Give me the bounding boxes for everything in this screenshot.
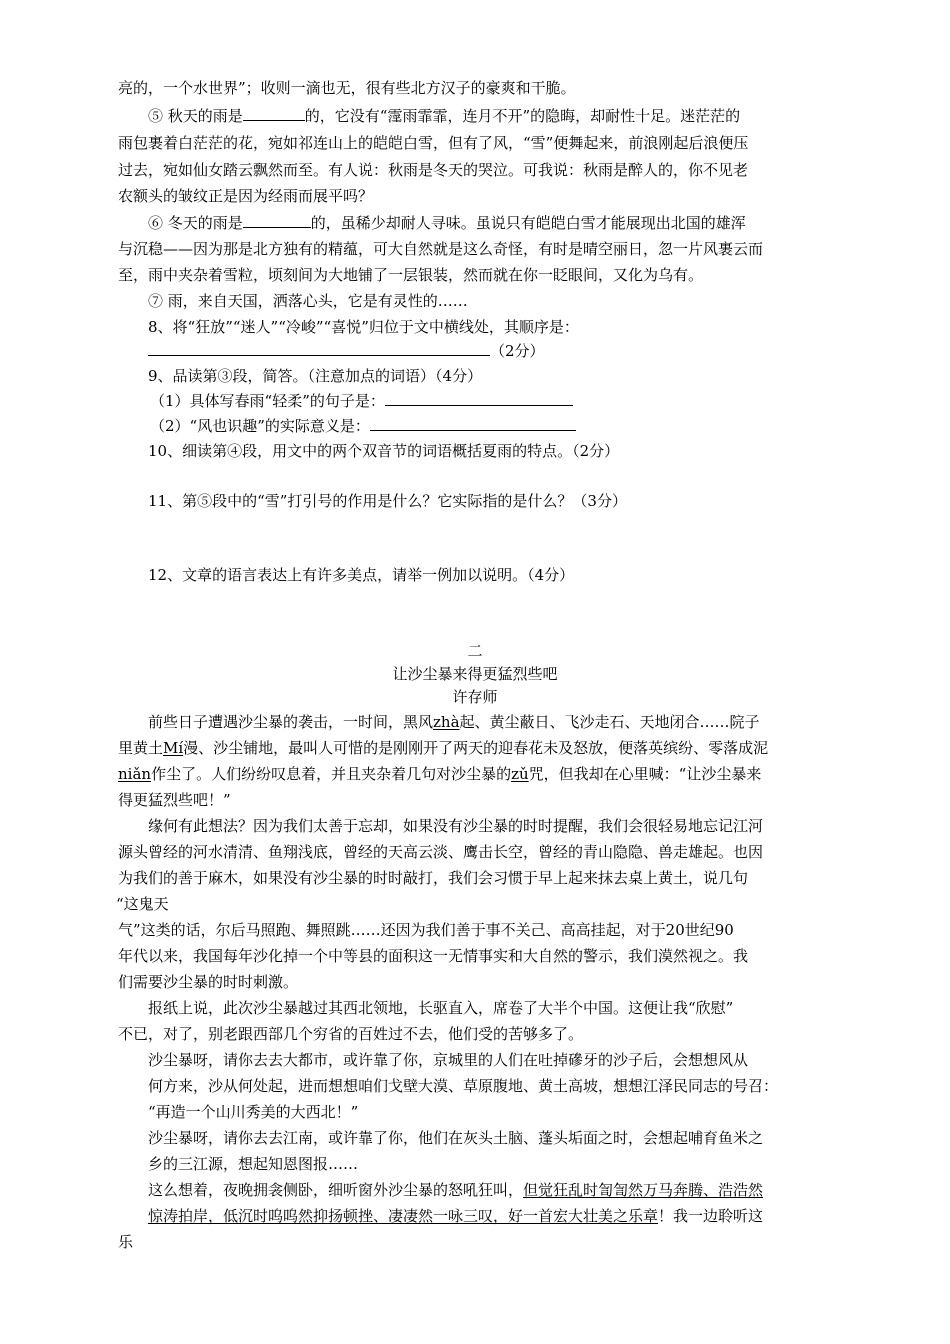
article-line: 气”这类的话，尔后马照跑、舞照跳……还因为我们善于事不关己、高高挂起，对于20世纪90 [118, 921, 734, 939]
paragraph-5 [148, 106, 740, 126]
text: 前些日子遭遇沙尘暴的袭击，一时间，黑风 [148, 713, 434, 731]
passage-line: 过去，宛如仙女踏云飘然而至。有人说：秋雨是冬天的哭泣。可我说：秋雨是醉人的，你不见老 [118, 161, 749, 179]
pinyin-blank: Mí [163, 739, 184, 757]
text: 漫、沙尘铺地，最叫人可惜的是刚刚开了两天的迎春花未及怒放，便落英缤纷、零落成泥 [183, 739, 769, 757]
answer-line [385, 391, 573, 406]
question-9-2 [150, 416, 576, 436]
underlined-sentence: 惊涛拍岸，低沉时呜呜然抑扬顿挫、凄凄然一咏三叹，好一首宏大壮美之乐章 [148, 1207, 659, 1225]
score: （2分） [490, 342, 545, 360]
text: 起、黄尘蔽日、飞沙走石、天地闭合……院子 [459, 713, 760, 731]
answer-blank [243, 106, 305, 121]
article-line: 报纸上说，此次沙尘暴越过其西北领地，长驱直入，席卷了大半个中国。这便让我“欣慰” [148, 999, 734, 1017]
question-11: 11、第⑤段中的“雪”打引号的作用是什么？它实际指的是什么？（3分） [148, 492, 627, 510]
text: （2）“风也识趣”的实际意义是： [150, 417, 370, 435]
article-line [148, 712, 760, 732]
text: 这么想着，夜晚拥衾侧卧，细听窗外沙尘暴的怒吼狂叫， [148, 1181, 524, 1199]
answer-blank [243, 213, 311, 228]
passage-line: 农额头的皱纹正是因为经雨而展平吗？ [118, 187, 374, 205]
passage-line: 亮的，一个水世界”；收则一滴也无，很有些北方汉子的豪爽和干脆。 [118, 79, 576, 97]
article-author: 许存师 [452, 688, 498, 706]
text: 的，它没有“霪雨霏霏，连月不开”的隐晦，却耐性十足。迷茫茫的 [304, 107, 741, 125]
question-8: 8、将“狂放”“迷人”“冷峻”“喜悦”归位于文中横线处，其顺序是： [148, 318, 579, 336]
article-line: “再造一个山川秀美的大西北！” [148, 1103, 359, 1121]
text: （1）具体写春雨“轻柔”的句子是： [150, 392, 385, 410]
article-line: 们需要沙尘暴的时时刺激。 [118, 973, 299, 991]
article-line: 不已，对了，别老跟西部几个穷省的百姓过不去，他们受的苦够多了。 [118, 1025, 584, 1043]
question-9-1 [150, 391, 573, 411]
answer-line [148, 341, 490, 356]
pinyin-blank: zhà [433, 713, 460, 731]
article-line: 沙尘暴呀，请你去去江南，或许靠了你，他们在灰头土脑、蓬头垢面之时，会想起哺育鱼米之 [148, 1129, 764, 1147]
article-line: 乐 [118, 1233, 134, 1251]
article-line [118, 738, 768, 758]
passage-line: 与沉稳——因为那是北方独有的精蕴，可大自然就是这么奇怪，有时是晴空丽日，忽一片风裹云而 [118, 240, 764, 258]
pinyin-blank: niǎn [118, 765, 152, 783]
text: ⑤ 秋天的雨是 [148, 107, 243, 125]
article-line: 年代以来，我国每年沙化掉一个中等县的面积这一无情事实和大自然的警示，我们漠然视之。我 [118, 947, 749, 965]
text: 作尘了。人们纷纷叹息着，并且夹杂着几句对沙尘暴的 [151, 765, 512, 783]
pinyin-blank: zǔ [511, 765, 529, 783]
article-line [148, 1206, 763, 1226]
text: ⑥ 冬天的雨是 [148, 214, 243, 232]
passage-line: 至，雨中夹杂着雪粒，顷刻间为大地铺了一层银装，然而就在你一眨眼间，又化为乌有。 [118, 266, 704, 284]
paragraph-6 [148, 213, 746, 233]
paragraph-7: ⑦ 雨，来自天国，洒落心头，它是有灵性的…… [148, 292, 468, 310]
question-9: 9、品读第③段，简答。（注意加点的词语）（4分） [148, 367, 483, 385]
question-8-answer [148, 341, 545, 361]
text: ！我一边聆听这 [658, 1207, 764, 1225]
article-line: 乡的三江源，想起知恩图报…… [148, 1155, 359, 1173]
underlined-sentence: 但觉狂乱时訇訇然万马奔腾、浩浩然 [523, 1181, 764, 1199]
answer-line [370, 416, 576, 431]
passage-line: 雨包裹着白茫茫的花，宛如祁连山上的皑皑白雪，但有了风，“雪”便舞起来，前浪刚起后浪便压 [118, 134, 749, 152]
article-title: 让沙尘暴来得更猛烈些吧 [392, 665, 558, 683]
article-line [148, 1180, 763, 1200]
article-line: 缘何有此想法？因为我们太善于忘却，如果没有沙尘暴的时时提醒，我们会很轻易地忘记江河 [148, 817, 764, 835]
article-line: 沙尘暴呀，请你去去大都市，或许靠了你，京城里的人们在吐掉磣牙的沙子后，会想想风从 [148, 1051, 749, 1069]
text: 的，虽稀少却耐人寻味。虽说只有皑皑白雪才能展现出北国的雄浑 [310, 214, 746, 232]
text: 咒，但我却在心里喊：“让沙尘暴来 [528, 765, 762, 783]
text: 里黄土 [118, 739, 164, 757]
article-line [118, 764, 761, 784]
section-number: 二 [467, 642, 483, 660]
article-line: 源头曾经的河水清清、鱼翔浅底，曾经的天高云淡、鹰击长空，曾经的青山隐隐、兽走雄起。也因 [118, 843, 764, 861]
article-line: 何方来，沙从何处起，进而想想咱们戈壁大漠、草原腹地、黄土高坡，想想江泽民同志的号召： [148, 1077, 779, 1095]
question-12: 12、文章的语言表达上有许多美点，请举一例加以说明。（4分） [148, 566, 575, 584]
article-line: “这鬼天 [116, 895, 169, 913]
question-10: 10、细读第④段，用文中的两个双音节的词语概括夏雨的特点。（2分） [148, 442, 620, 460]
article-line: 为我们的善于麻木，如果没有沙尘暴的时时敲打，我们会习惯于早上起来抹去桌上黄土，说几句 [118, 869, 749, 887]
article-line: 得更猛烈些吧！” [118, 791, 231, 809]
